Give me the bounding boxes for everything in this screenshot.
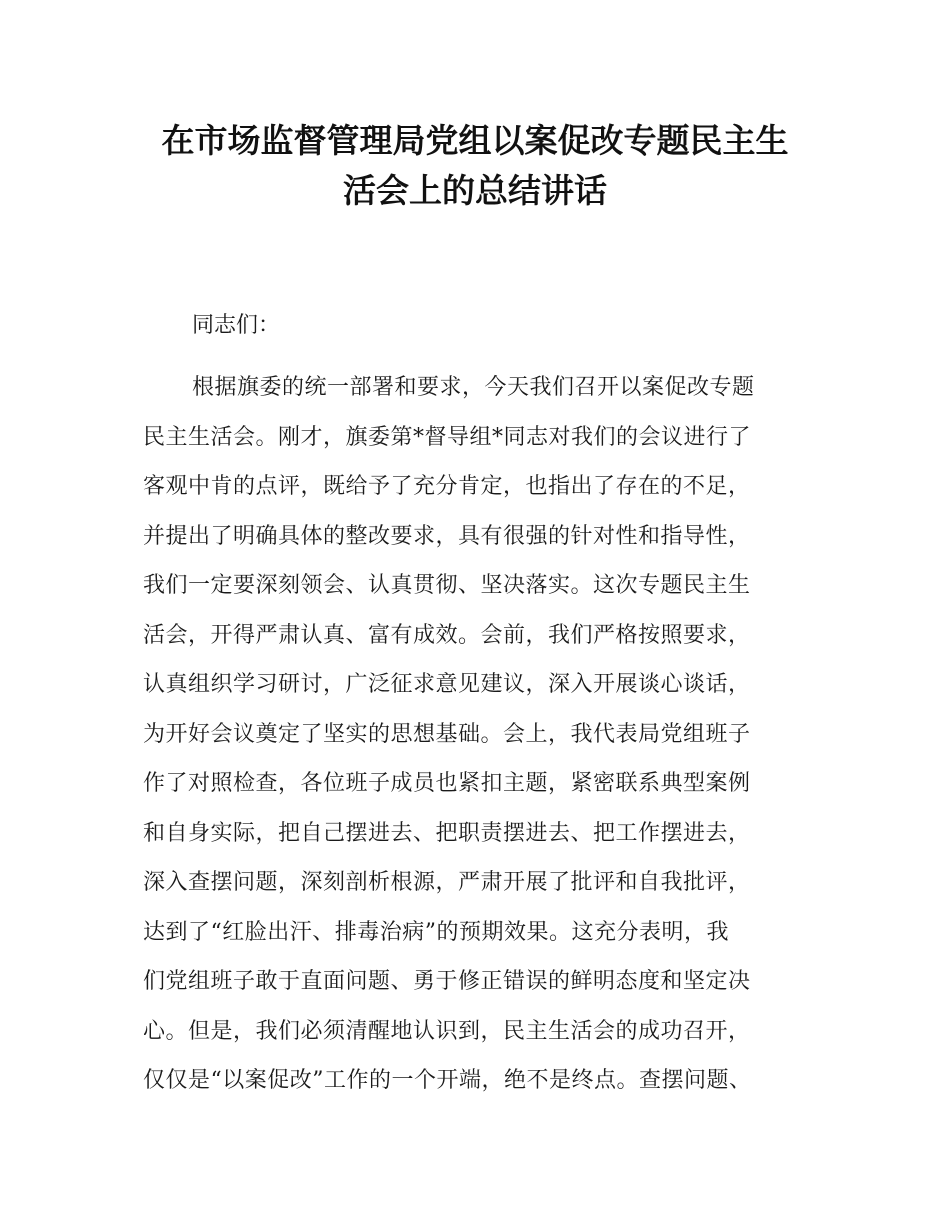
body-line: 达到了“红脸出汗、排毒治病”的预期效果。这充分表明，我 <box>143 919 729 945</box>
body-line: 为开好会议奠定了坚实的思想基础。会上，我代表局党组班子 <box>143 721 751 747</box>
greeting: 同志们： <box>192 313 281 338</box>
body-line: 们党组班子敢于直面问题、勇于修正错误的鲜明态度和坚定决 <box>143 969 751 994</box>
body-line: 心。但是，我们必须清醒地认识到，民主生活会的成功召开， <box>143 1018 751 1044</box>
title-line-2: 活会上的总结讲话 <box>343 171 607 210</box>
body-line: 深入查摆问题，深刻剖析根源，严肃开展了批评和自我批评， <box>143 870 751 895</box>
body-text <box>143 372 833 1115</box>
body-line: 我们一定要深刻领会、认真贯彻、坚决落实。这次专题民主生 <box>143 573 751 598</box>
document-title <box>0 116 950 216</box>
body-line: 客观中肯的点评，既给予了充分肯定，也指出了存在的不足， <box>143 474 751 499</box>
body-line: 活会，开得严肃认真、富有成效。会前，我们严格按照要求， <box>143 622 751 648</box>
body-line: 作了对照检查，各位班子成员也紧扣主题，紧密联系典型案例 <box>143 771 751 796</box>
body-line: 和自身实际，把自己摆进去、把职责摆进去、把工作摆进去， <box>143 820 751 846</box>
body-line: 根据旗委的统一部署和要求，今天我们召开以案促改专题 <box>192 375 755 400</box>
body-line: 并提出了明确具体的整改要求，具有很强的针对性和指导性， <box>143 523 751 549</box>
body-line: 仅仅是“以案促改”工作的一个开端，绝不是终点。查摆问题、 <box>143 1068 752 1093</box>
body-line: 民主生活会。刚才，旗委第*督导组*同志对我们的会议进行了 <box>143 424 752 450</box>
title-line-1: 在市场监督管理局党组以案促改专题民主生 <box>161 121 789 160</box>
body-line: 认真组织学习研讨，广泛征求意见建议，深入开展谈心谈话， <box>143 672 751 697</box>
